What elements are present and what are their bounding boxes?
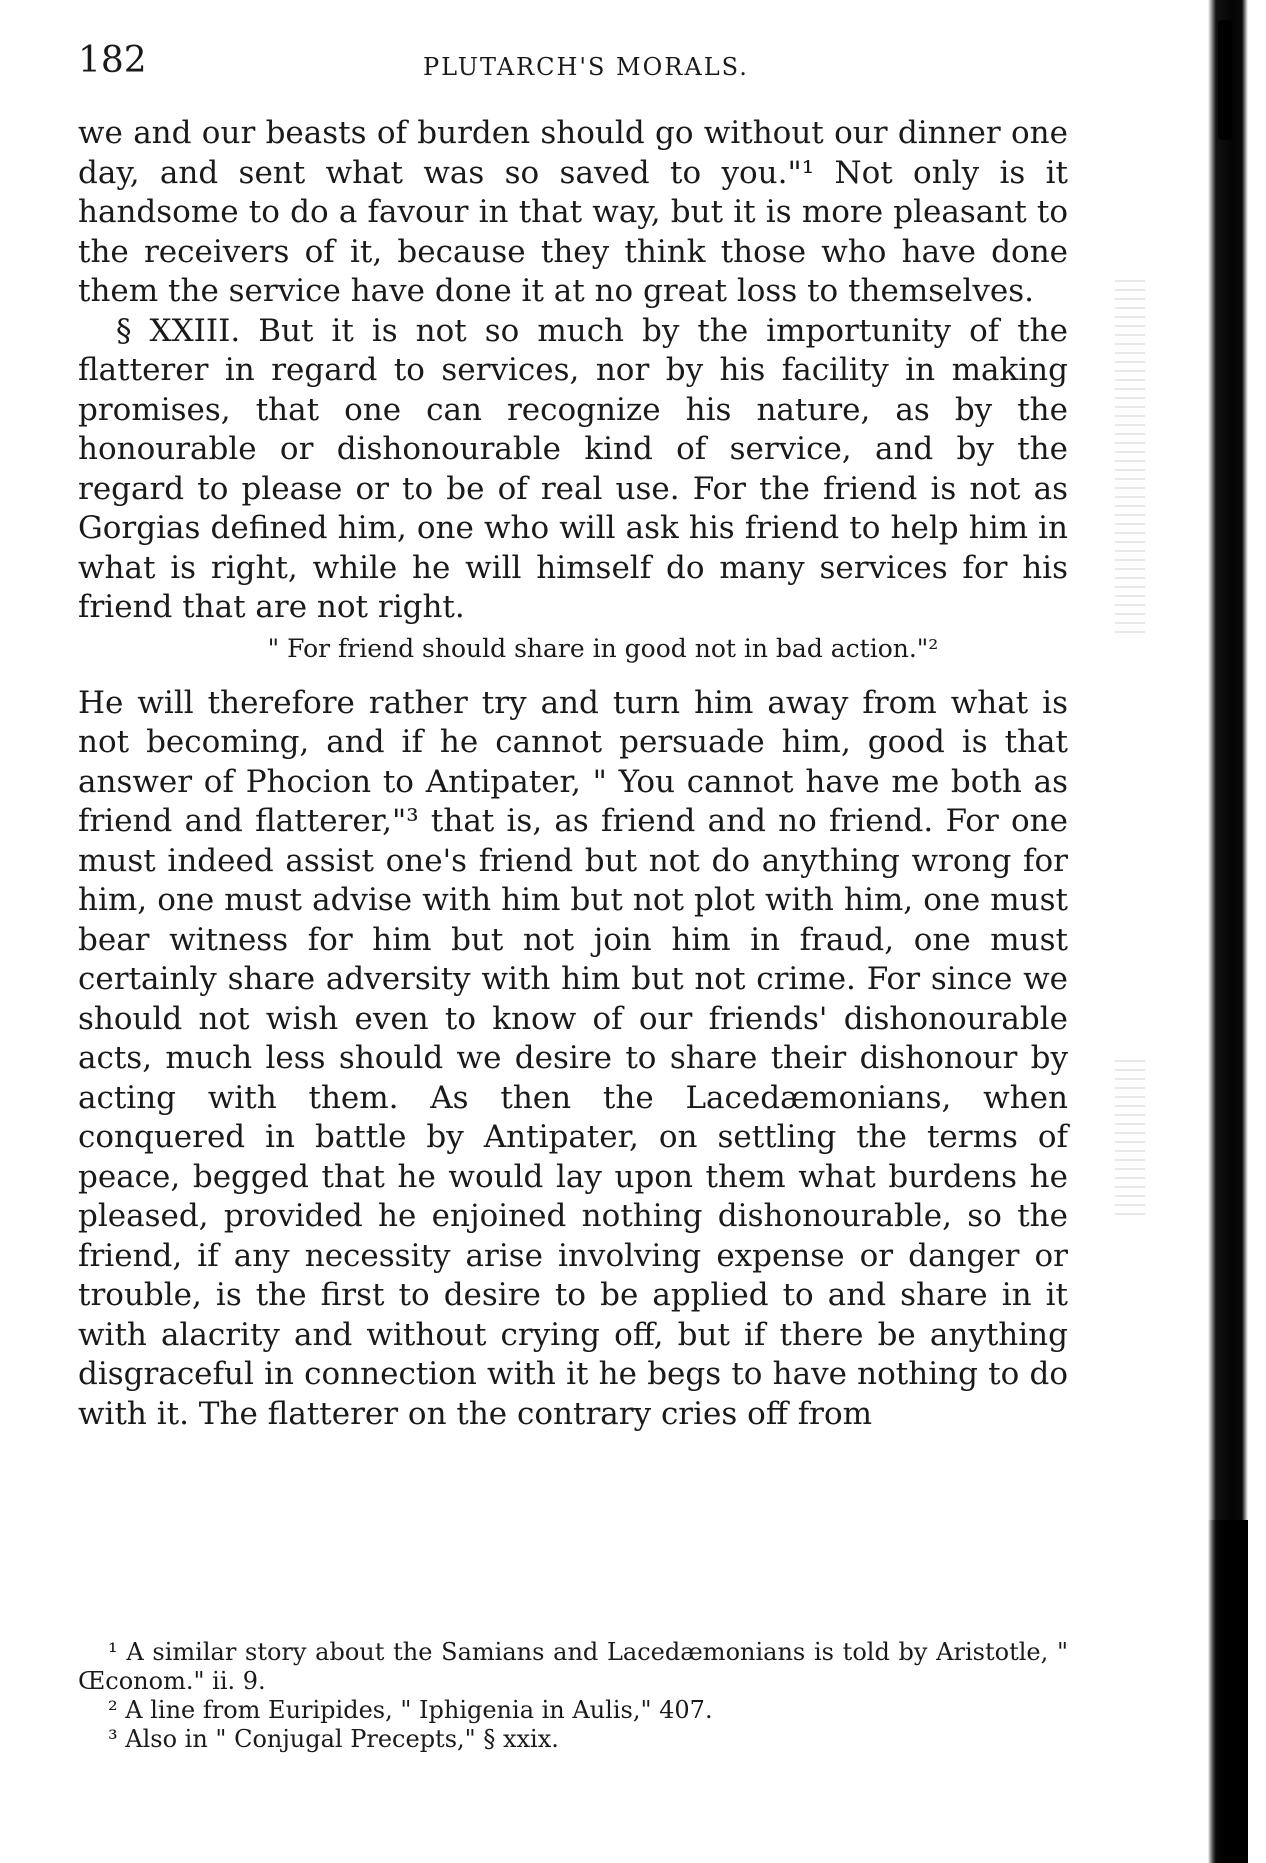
paragraph: He will therefore rather try and turn him away from what is not becoming, and if he cannot persuade him, good is that answer of Phocion to Antipater, " You cannot have me both as friend and flatterer,"³ that is, as friend and no friend. For one must indeed assist one's friend but not do anything wrong for him, one must advise with him but not plot with him, one must bear witness for him but not join him in fraud, one must certainly share adversity with him but not crime. For since we should not wish even to know of our friends' dishonourable acts, much less should we desire to share their dishonour by acting with them. As then the Lacedæmonians, when conquered in battle by Antipater, on settling the terms of peace, begged that he would lay upon them what burdens he pleased, provided he enjoined nothing dishonourable, so the friend, if any necessity arise involving expense or danger or trouble, is the first to desire to be applied to and share in it with alacrity and without crying off, but if there be anything disgraceful in connection with it he begs to have nothing to do with it. The flatterer on the contrary cries off from <box>78 684 1068 1432</box>
block-quote: " For friend should share in good not in bad action."² <box>267 633 939 663</box>
footnote: ³ Also in " Conjugal Precepts," § xxix. <box>108 1725 559 1753</box>
gutter-dark-mark <box>1218 20 1232 140</box>
scan-noise <box>1115 280 1145 640</box>
footnotes <box>78 1638 1068 1754</box>
footnote: ² A line from Euripides, " Iphigenia in Aulis," 407. <box>108 1696 713 1724</box>
main-text <box>78 114 1068 1434</box>
footnote: ¹ A similar story about the Samians and Lacedæmonians is told by Aristotle, " Œconom." ii. 9. <box>78 1638 1068 1695</box>
gutter-dark-mark-bottom <box>1208 1520 1248 1863</box>
page-header <box>78 36 1078 86</box>
scan-noise <box>1115 1060 1145 1220</box>
paragraph: we and our beasts of burden should go without our dinner one day, and sent what was so saved to you."¹ Not only is it handsome to do a favour in that way, but it is more pleasant to the receivers of it, because they think those who have done them the service have done it at no great loss to themselves. <box>78 115 1068 309</box>
paragraph: § XXIII. But it is not so much by the importunity of the flatterer in regard to services, nor by his facility in making promises, that one can recognize his nature, as by the honourable or dishonourable kind of service, and by the regard to please or to be of real use. For the friend is not as Gorgias defined him, one who will ask his friend to help him in what is right, while he will himself do many services for his friend that are not right. <box>78 312 1068 625</box>
running-head: PLUTARCH'S MORALS. <box>423 53 749 81</box>
page-number: 182 <box>78 40 147 81</box>
